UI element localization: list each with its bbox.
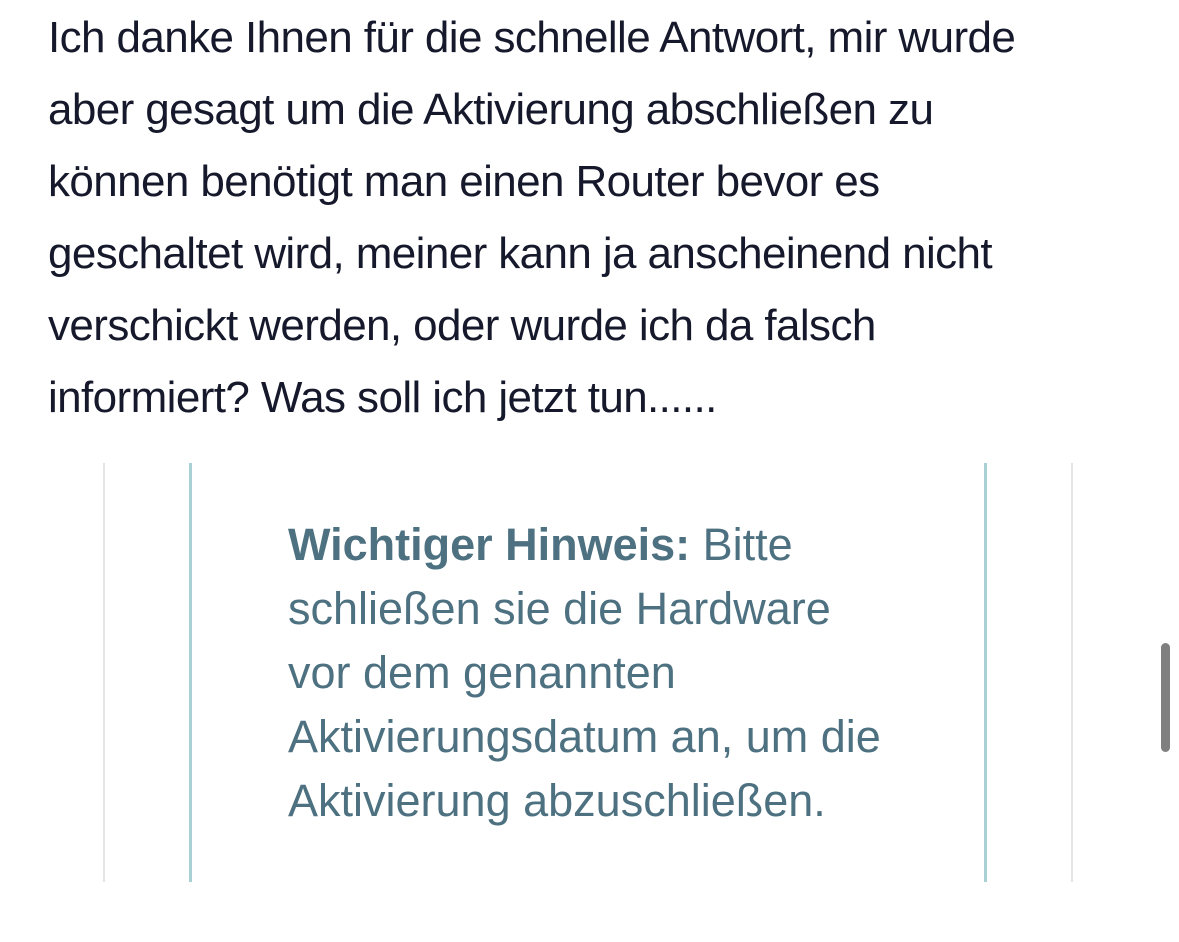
notice-label: Wichtiger Hinweis: [288,519,691,570]
notice-text-line: Aktivierung abzuschließen. [288,775,826,826]
post-text-line: Ich danke Ihnen für die schnelle Antwort, mir wurde [48,13,1016,62]
quoted-image-region[interactable] [189,463,987,882]
post-text-line: geschaltet wird, meiner kann ja anscheinend nicht [48,229,993,278]
post-text-line: informiert? Was soll ich jetzt tun...... [48,373,717,422]
notice-text [288,513,948,833]
quote-block [103,463,1073,882]
notice-text-line: Wichtiger Hinweis: Bitte [288,519,793,570]
notice-text-line: Aktivierungsdatum an, um die [288,711,881,762]
post-text-line: aber gesagt um die Aktivierung abschließen zu [48,85,934,134]
scrollbar-thumb[interactable] [1161,643,1170,752]
post-text-line: verschickt werden, oder wurde ich da falsch [48,301,876,350]
notice-text-line: schließen sie die Hardware [288,583,831,634]
notice-text-line: vor dem genannten [288,647,676,698]
post-paragraph [48,2,1148,434]
post-text-line: können benötigt man einen Router bevor es [48,157,880,206]
